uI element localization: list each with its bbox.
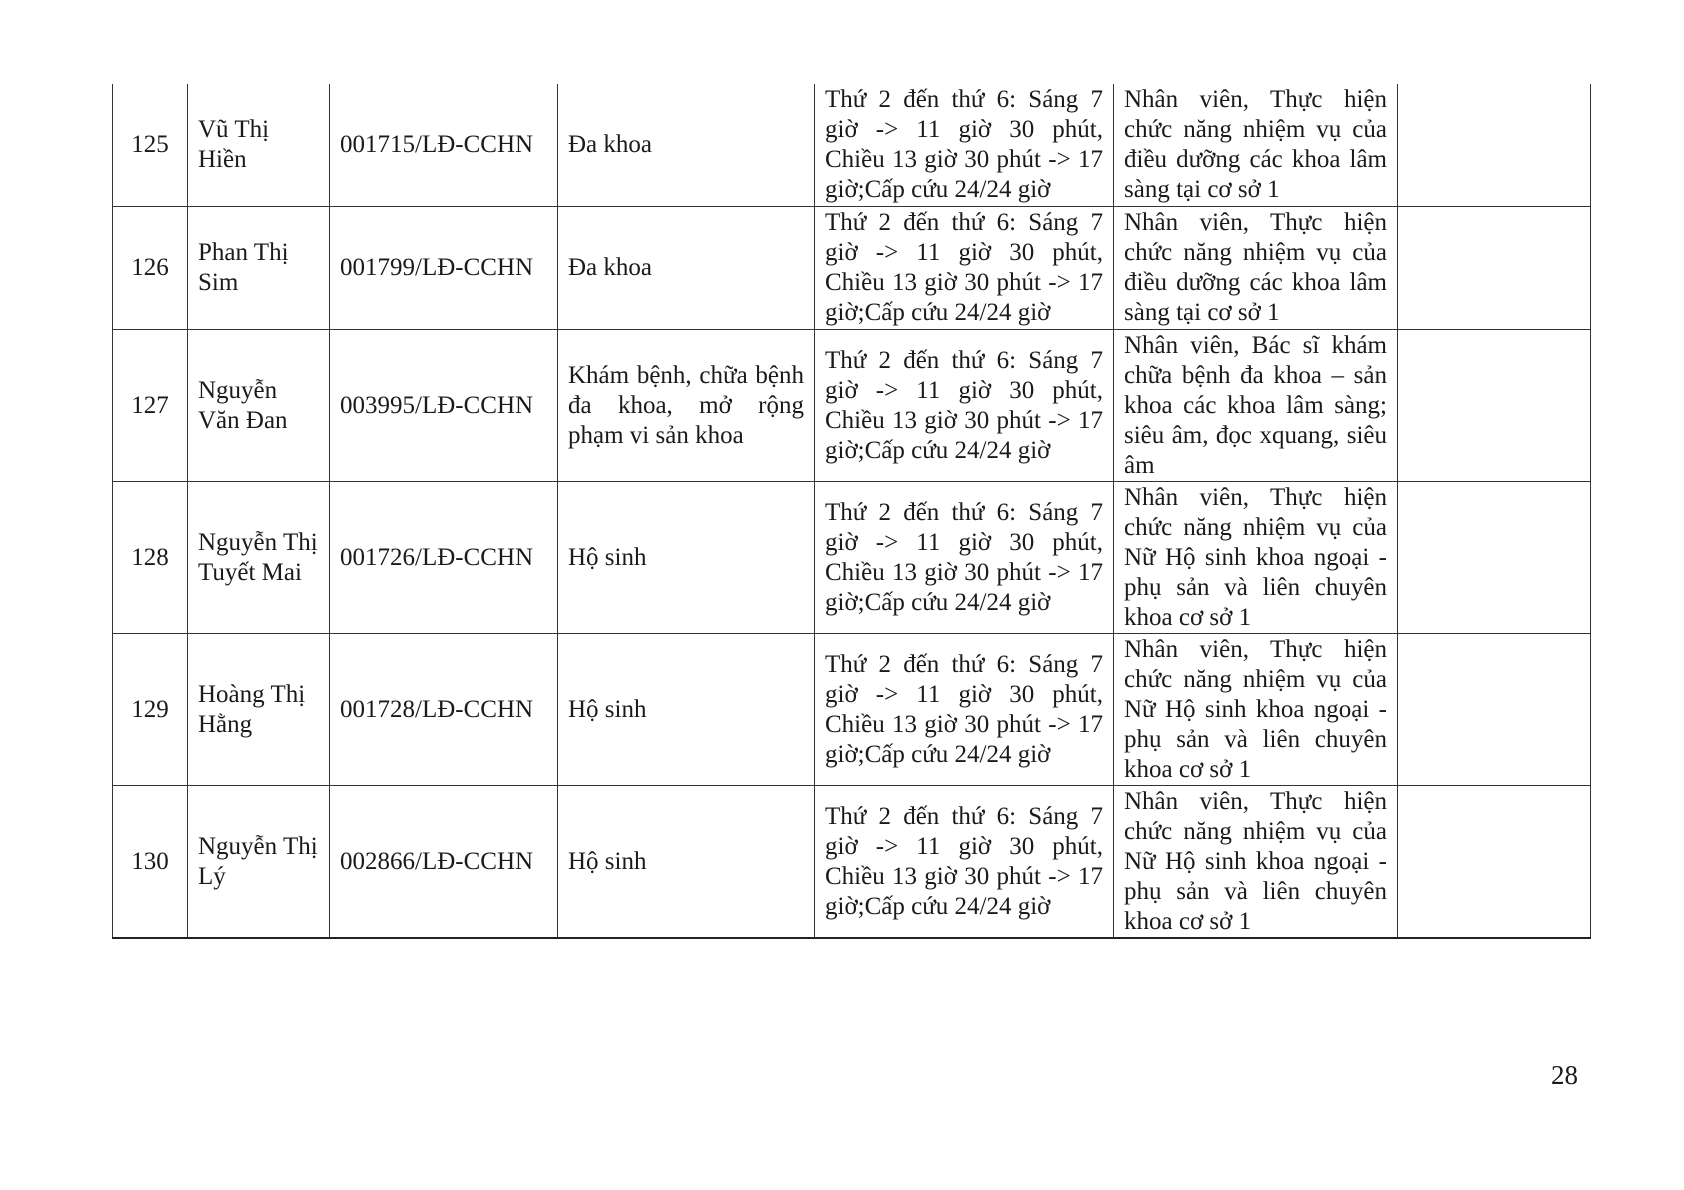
working-hours: Thứ 2 đến thứ 6: Sáng 7 giờ -> 11 giờ 30 phút, Chiều 13 giờ 30 phút -> 17 giờ;Cấp cứu 24/24 giờ — [815, 786, 1114, 939]
certificate-number: 001728/LĐ-CCHN — [330, 634, 558, 786]
row-number: 126 — [113, 207, 188, 330]
table-row — [113, 786, 1591, 939]
certificate-number: 003995/LĐ-CCHN — [330, 330, 558, 482]
practice-scope: Đa khoa — [558, 207, 815, 330]
job-role: Nhân viên, Thực hiện chức năng nhiệm vụ của Nữ Hộ sinh khoa ngoại - phụ sản và liên chuyên khoa cơ sở 1 — [1114, 634, 1398, 786]
row-number: 130 — [113, 786, 188, 939]
job-role: Nhân viên, Thực hiện chức năng nhiệm vụ của điều dưỡng các khoa lâm sàng tại cơ sở 1 — [1114, 207, 1398, 330]
note-cell — [1398, 482, 1591, 634]
note-cell — [1398, 84, 1591, 207]
row-number: 125 — [113, 84, 188, 207]
job-role: Nhân viên, Thực hiện chức năng nhiệm vụ của Nữ Hộ sinh khoa ngoại - phụ sản và liên chuyên khoa cơ sở 1 — [1114, 482, 1398, 634]
job-role: Nhân viên, Thực hiện chức năng nhiệm vụ của Nữ Hộ sinh khoa ngoại - phụ sản và liên chuyên khoa cơ sở 1 — [1114, 786, 1398, 939]
working-hours: Thứ 2 đến thứ 6: Sáng 7 giờ -> 11 giờ 30 phút, Chiều 13 giờ 30 phút -> 17 giờ;Cấp cứu 24/24 giờ — [815, 207, 1114, 330]
staff-name: Vũ Thị Hiền — [188, 84, 330, 207]
practice-scope: Khám bệnh, chữa bệnh đa khoa, mở rộng phạm vi sản khoa — [558, 330, 815, 482]
staff-name: Nguyễn Thị Lý — [188, 786, 330, 939]
staff-name: Nguyễn Văn Đan — [188, 330, 330, 482]
working-hours: Thứ 2 đến thứ 6: Sáng 7 giờ -> 11 giờ 30 phút, Chiều 13 giờ 30 phút -> 17 giờ;Cấp cứu 24/24 giờ — [815, 330, 1114, 482]
working-hours: Thứ 2 đến thứ 6: Sáng 7 giờ -> 11 giờ 30 phút, Chiều 13 giờ 30 phút -> 17 giờ;Cấp cứu 24/24 giờ — [815, 84, 1114, 207]
row-number: 127 — [113, 330, 188, 482]
certificate-number: 002866/LĐ-CCHN — [330, 786, 558, 939]
working-hours: Thứ 2 đến thứ 6: Sáng 7 giờ -> 11 giờ 30 phút, Chiều 13 giờ 30 phút -> 17 giờ;Cấp cứu 24/24 giờ — [815, 482, 1114, 634]
staff-table — [112, 84, 1591, 939]
row-number: 129 — [113, 634, 188, 786]
page-number: 28 — [1551, 1060, 1578, 1090]
note-cell — [1398, 330, 1591, 482]
row-number: 128 — [113, 482, 188, 634]
table-row — [113, 482, 1591, 634]
job-role: Nhân viên, Thực hiện chức năng nhiệm vụ của điều dưỡng các khoa lâm sàng tại cơ sở 1 — [1114, 84, 1398, 207]
staff-name: Phan Thị Sim — [188, 207, 330, 330]
practice-scope: Hộ sinh — [558, 786, 815, 939]
certificate-number: 001799/LĐ-CCHN — [330, 207, 558, 330]
practice-scope: Hộ sinh — [558, 634, 815, 786]
working-hours: Thứ 2 đến thứ 6: Sáng 7 giờ -> 11 giờ 30 phút, Chiều 13 giờ 30 phút -> 17 giờ;Cấp cứu 24/24 giờ — [815, 634, 1114, 786]
table-row — [113, 634, 1591, 786]
table-row — [113, 330, 1591, 482]
note-cell — [1398, 786, 1591, 939]
note-cell — [1398, 207, 1591, 330]
job-role: Nhân viên, Bác sĩ khám chữa bệnh đa khoa – sản khoa các khoa lâm sàng; siêu âm, đọc xquang, siêu âm — [1114, 330, 1398, 482]
practice-scope: Đa khoa — [558, 84, 815, 207]
table-row — [113, 207, 1591, 330]
staff-name: Nguyễn Thị Tuyết Mai — [188, 482, 330, 634]
note-cell — [1398, 634, 1591, 786]
table-row — [113, 84, 1591, 207]
certificate-number: 001715/LĐ-CCHN — [330, 84, 558, 207]
practice-scope: Hộ sinh — [558, 482, 815, 634]
staff-name: Hoàng Thị Hằng — [188, 634, 330, 786]
certificate-number: 001726/LĐ-CCHN — [330, 482, 558, 634]
